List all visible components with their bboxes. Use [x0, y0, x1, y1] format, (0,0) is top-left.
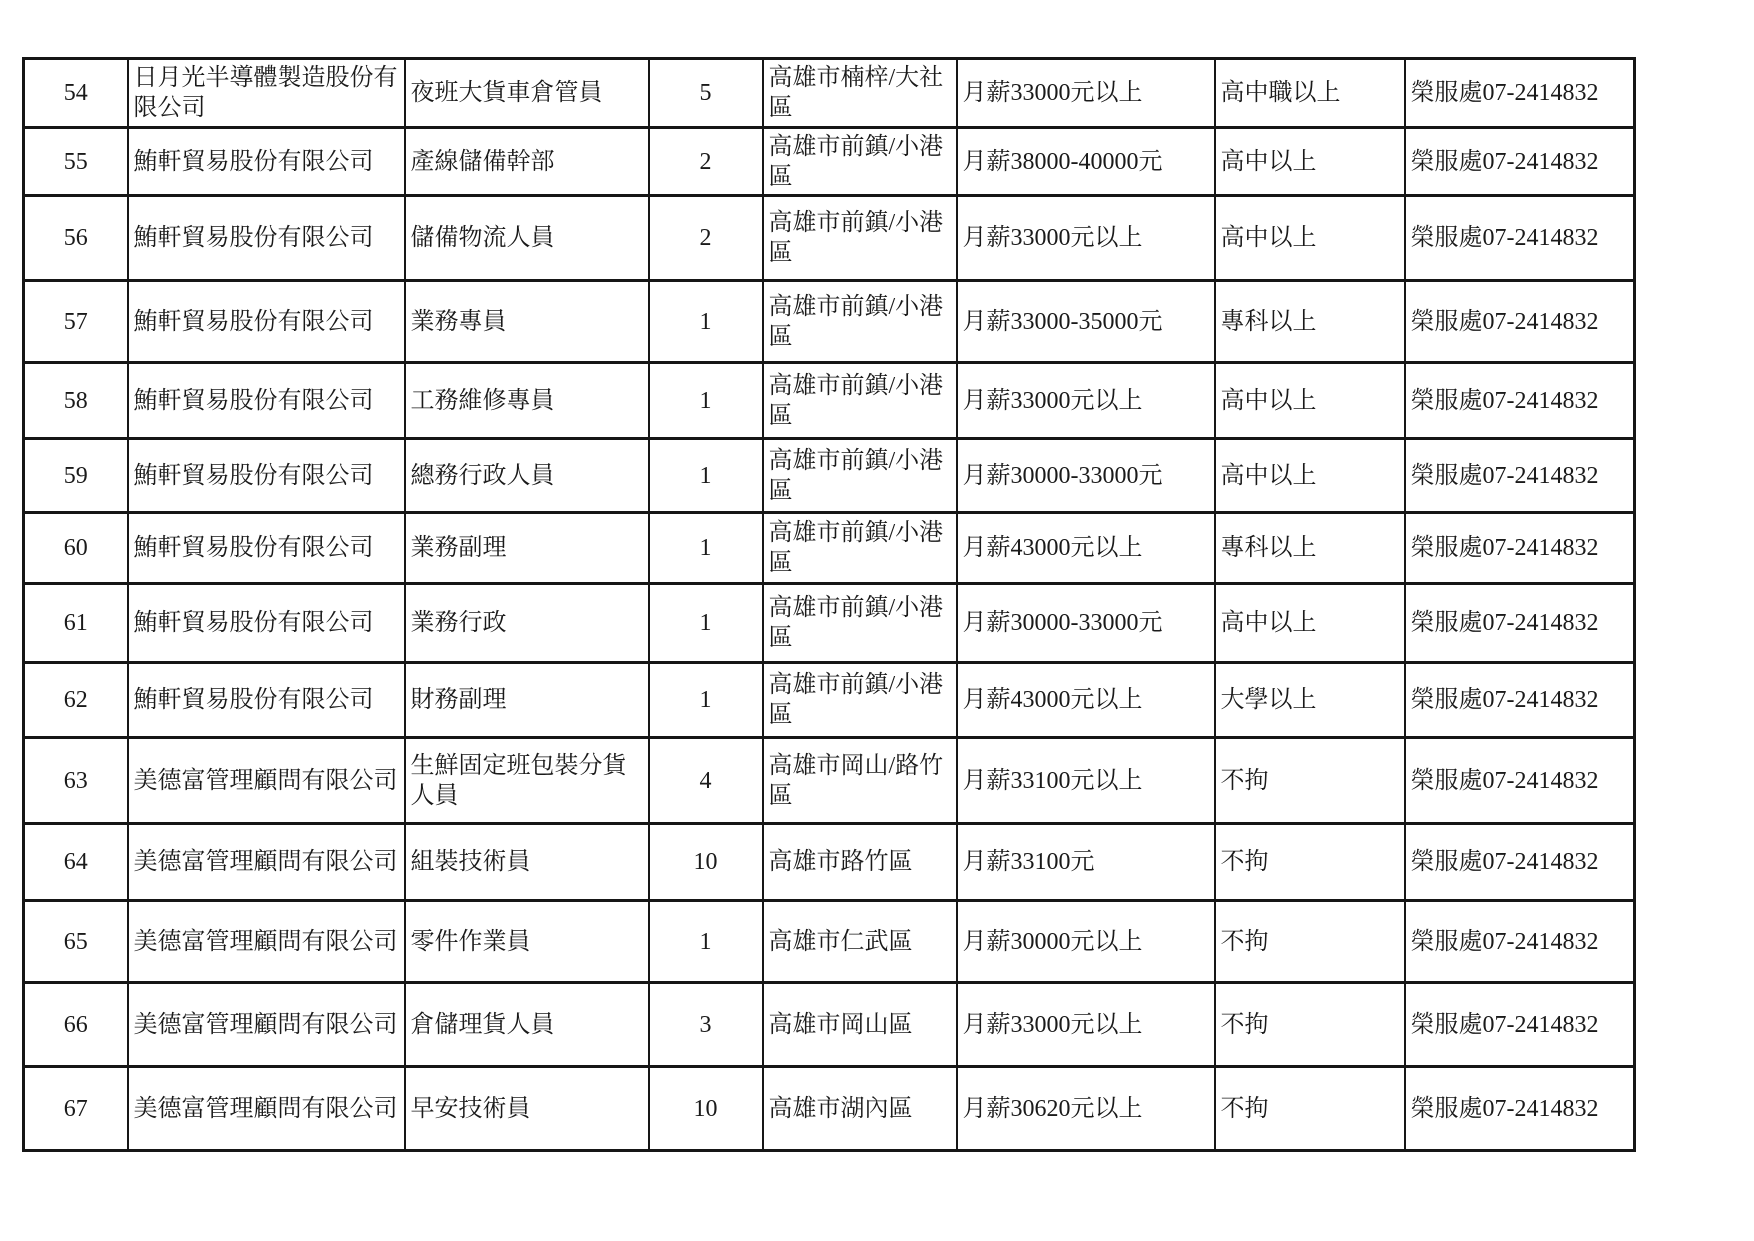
cell-education: 高中以上 [1215, 196, 1405, 281]
cell-contact: 榮服處07-2414832 [1405, 901, 1635, 983]
cell-location: 高雄市湖內區 [763, 1067, 957, 1151]
cell-salary: 月薪38000-40000元 [957, 128, 1215, 196]
cell-job: 業務專員 [405, 281, 649, 363]
cell-openings: 10 [649, 1067, 763, 1151]
table-row [24, 513, 1635, 584]
cell-company: 鮪軒貿易股份有限公司 [128, 281, 405, 363]
cell-company: 美德富管理顧問有限公司 [128, 983, 405, 1067]
cell-job: 業務行政 [405, 584, 649, 663]
cell-no: 55 [24, 128, 128, 196]
cell-no: 57 [24, 281, 128, 363]
cell-openings: 4 [649, 738, 763, 824]
cell-location: 高雄市前鎮/小港區 [763, 584, 957, 663]
cell-salary: 月薪33000元以上 [957, 196, 1215, 281]
cell-company: 美德富管理顧問有限公司 [128, 824, 405, 901]
table-row [24, 663, 1635, 738]
cell-job: 工務維修專員 [405, 363, 649, 439]
cell-company: 美德富管理顧問有限公司 [128, 901, 405, 983]
cell-openings: 1 [649, 513, 763, 584]
cell-education: 大學以上 [1215, 663, 1405, 738]
cell-contact: 榮服處07-2414832 [1405, 824, 1635, 901]
cell-openings: 1 [649, 901, 763, 983]
cell-education: 專科以上 [1215, 281, 1405, 363]
cell-salary: 月薪43000元以上 [957, 663, 1215, 738]
cell-education: 高中以上 [1215, 128, 1405, 196]
cell-company: 鮪軒貿易股份有限公司 [128, 363, 405, 439]
cell-salary: 月薪30000元以上 [957, 901, 1215, 983]
cell-job: 產線儲備幹部 [405, 128, 649, 196]
table-row [24, 363, 1635, 439]
cell-salary: 月薪33100元以上 [957, 738, 1215, 824]
table-row [24, 824, 1635, 901]
cell-openings: 2 [649, 196, 763, 281]
table-row [24, 901, 1635, 983]
cell-location: 高雄市楠梓/大社區 [763, 59, 957, 128]
cell-no: 59 [24, 439, 128, 513]
cell-openings: 1 [649, 663, 763, 738]
cell-job: 儲備物流人員 [405, 196, 649, 281]
cell-contact: 榮服處07-2414832 [1405, 363, 1635, 439]
cell-contact: 榮服處07-2414832 [1405, 196, 1635, 281]
cell-job: 生鮮固定班包裝分貨人員 [405, 738, 649, 824]
cell-no: 66 [24, 983, 128, 1067]
cell-education: 高中以上 [1215, 439, 1405, 513]
cell-contact: 榮服處07-2414832 [1405, 513, 1635, 584]
job-table-body [24, 59, 1635, 1151]
cell-salary: 月薪30620元以上 [957, 1067, 1215, 1151]
cell-education: 不拘 [1215, 738, 1405, 824]
table-row [24, 59, 1635, 128]
cell-no: 54 [24, 59, 128, 128]
cell-education: 高中以上 [1215, 363, 1405, 439]
cell-education: 不拘 [1215, 824, 1405, 901]
cell-location: 高雄市前鎮/小港區 [763, 663, 957, 738]
cell-job: 業務副理 [405, 513, 649, 584]
cell-salary: 月薪33000元以上 [957, 59, 1215, 128]
cell-openings: 1 [649, 584, 763, 663]
cell-no: 65 [24, 901, 128, 983]
cell-contact: 榮服處07-2414832 [1405, 983, 1635, 1067]
cell-location: 高雄市岡山/路竹區 [763, 738, 957, 824]
cell-no: 62 [24, 663, 128, 738]
cell-job: 夜班大貨車倉管員 [405, 59, 649, 128]
job-listing-table [22, 57, 1636, 1152]
cell-location: 高雄市仁武區 [763, 901, 957, 983]
cell-openings: 2 [649, 128, 763, 196]
cell-company: 鮪軒貿易股份有限公司 [128, 128, 405, 196]
cell-salary: 月薪30000-33000元 [957, 439, 1215, 513]
cell-openings: 1 [649, 281, 763, 363]
cell-contact: 榮服處07-2414832 [1405, 439, 1635, 513]
cell-company: 鮪軒貿易股份有限公司 [128, 196, 405, 281]
cell-location: 高雄市前鎮/小港區 [763, 196, 957, 281]
cell-no: 61 [24, 584, 128, 663]
table-row [24, 584, 1635, 663]
table-row [24, 196, 1635, 281]
cell-openings: 5 [649, 59, 763, 128]
cell-job: 總務行政人員 [405, 439, 649, 513]
cell-company: 鮪軒貿易股份有限公司 [128, 439, 405, 513]
cell-company: 鮪軒貿易股份有限公司 [128, 663, 405, 738]
cell-location: 高雄市前鎮/小港區 [763, 363, 957, 439]
cell-no: 63 [24, 738, 128, 824]
cell-job: 倉儲理貨人員 [405, 983, 649, 1067]
cell-education: 專科以上 [1215, 513, 1405, 584]
cell-location: 高雄市岡山區 [763, 983, 957, 1067]
cell-no: 64 [24, 824, 128, 901]
cell-no: 60 [24, 513, 128, 584]
cell-company: 鮪軒貿易股份有限公司 [128, 513, 405, 584]
cell-contact: 榮服處07-2414832 [1405, 1067, 1635, 1151]
cell-job: 組裝技術員 [405, 824, 649, 901]
table-row [24, 738, 1635, 824]
cell-job: 財務副理 [405, 663, 649, 738]
cell-salary: 月薪33100元 [957, 824, 1215, 901]
cell-salary: 月薪33000-35000元 [957, 281, 1215, 363]
cell-company: 美德富管理顧問有限公司 [128, 738, 405, 824]
cell-education: 不拘 [1215, 901, 1405, 983]
cell-salary: 月薪43000元以上 [957, 513, 1215, 584]
cell-location: 高雄市前鎮/小港區 [763, 513, 957, 584]
cell-salary: 月薪30000-33000元 [957, 584, 1215, 663]
cell-job: 早安技術員 [405, 1067, 649, 1151]
cell-location: 高雄市前鎮/小港區 [763, 439, 957, 513]
cell-company: 美德富管理顧問有限公司 [128, 1067, 405, 1151]
table-row [24, 439, 1635, 513]
cell-company: 鮪軒貿易股份有限公司 [128, 584, 405, 663]
cell-company: 日月光半導體製造股份有限公司 [128, 59, 405, 128]
cell-education: 高中以上 [1215, 584, 1405, 663]
cell-location: 高雄市路竹區 [763, 824, 957, 901]
cell-location: 高雄市前鎮/小港區 [763, 128, 957, 196]
cell-no: 56 [24, 196, 128, 281]
cell-openings: 1 [649, 439, 763, 513]
cell-no: 67 [24, 1067, 128, 1151]
table-row [24, 128, 1635, 196]
cell-job: 零件作業員 [405, 901, 649, 983]
cell-contact: 榮服處07-2414832 [1405, 281, 1635, 363]
table-row [24, 983, 1635, 1067]
cell-education: 不拘 [1215, 983, 1405, 1067]
cell-openings: 10 [649, 824, 763, 901]
table-row [24, 1067, 1635, 1151]
cell-contact: 榮服處07-2414832 [1405, 59, 1635, 128]
cell-contact: 榮服處07-2414832 [1405, 738, 1635, 824]
cell-contact: 榮服處07-2414832 [1405, 584, 1635, 663]
cell-openings: 3 [649, 983, 763, 1067]
cell-education: 不拘 [1215, 1067, 1405, 1151]
cell-contact: 榮服處07-2414832 [1405, 663, 1635, 738]
table-row [24, 281, 1635, 363]
cell-salary: 月薪33000元以上 [957, 363, 1215, 439]
cell-no: 58 [24, 363, 128, 439]
cell-salary: 月薪33000元以上 [957, 983, 1215, 1067]
cell-education: 高中職以上 [1215, 59, 1405, 128]
cell-contact: 榮服處07-2414832 [1405, 128, 1635, 196]
cell-location: 高雄市前鎮/小港區 [763, 281, 957, 363]
cell-openings: 1 [649, 363, 763, 439]
